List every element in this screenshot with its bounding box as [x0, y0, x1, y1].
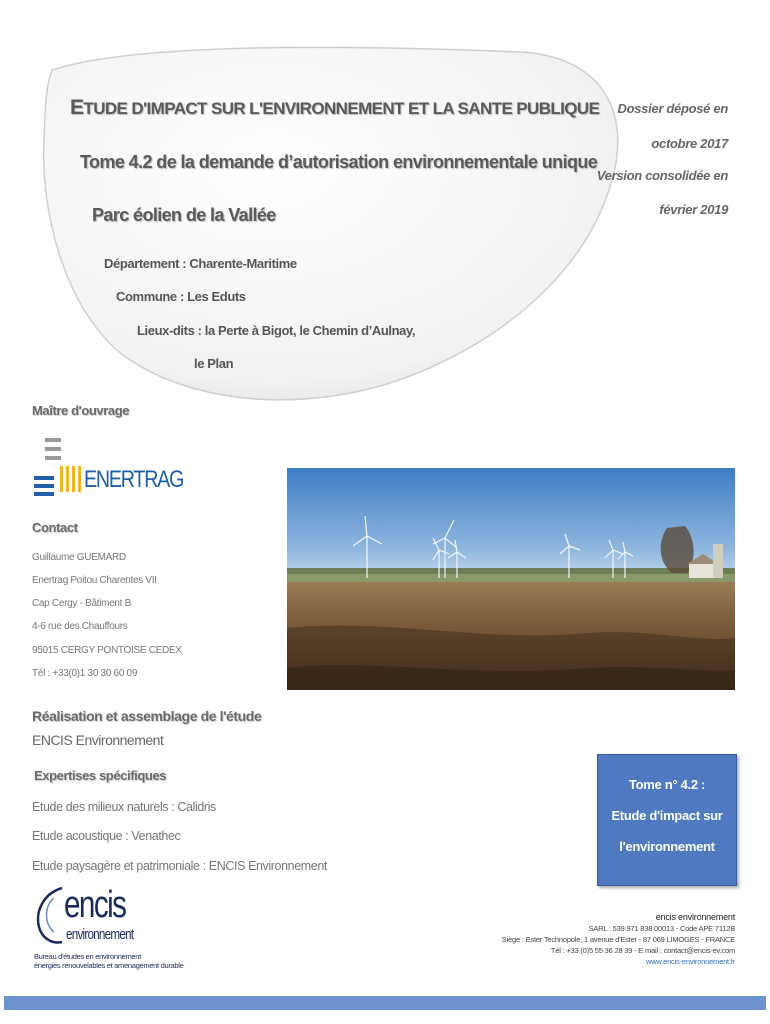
wind-farm-landscape: [287, 468, 735, 690]
contact-phone: Tél : +33(0)1 30 30 60 09: [32, 668, 138, 679]
enertrag-bars-icon: [60, 466, 82, 496]
wind-farm-photo: [287, 468, 735, 690]
expertises-heading: Expertises spécifiques: [34, 768, 167, 783]
contact-building: Cap Cergy - Bâtiment B: [32, 598, 131, 609]
lieux-dits-line-2: le Plan: [194, 356, 234, 371]
encis-logo-sub: environnement: [66, 926, 134, 943]
tome-subtitle: Tome 4.2 de la demande d’autorisation environnementale unique: [80, 152, 598, 172]
footer-contact: Tél : +33 (0)5 55 36 28 39 - E mail : contact@encis-ev.com: [550, 946, 735, 955]
dossier-line-3: Version consolidée en: [596, 168, 728, 183]
footer-website[interactable]: www.encis-environnement.fr: [645, 957, 735, 966]
footer-address: Siège : Ester Technopole, 1 avenue d'Ester - 87 069 LIMOGES - FRANCE: [501, 935, 735, 944]
project-name: Parc éolien de la Vallée: [92, 205, 276, 225]
expertise-acoustique: Etude acoustique : Venathec: [32, 829, 181, 843]
dossier-line-1: Dossier déposé en: [617, 101, 728, 116]
expertise-paysagere: Etude paysagère et patrimoniale : ENCIS Environnement: [32, 859, 327, 873]
encis-tagline-1: Bureau d'études en environnement: [34, 952, 141, 961]
tome-box-line-3: l'environnement: [619, 839, 715, 854]
dossier-line-2: octobre 2017: [651, 136, 728, 151]
departement-line: Département : Charente-Maritime: [104, 256, 297, 271]
contact-company: Enertrag Poitou Charentes VII: [32, 575, 157, 586]
dossier-line-4: février 2019: [659, 202, 728, 217]
document-title: [70, 96, 599, 120]
encis-logo: [32, 884, 202, 974]
expertise-naturels: Etude des milieux naturels : Calidris: [32, 800, 216, 814]
bottom-bar: [4, 996, 766, 1010]
maitre-ouvrage-heading: Maître d'ouvrage: [32, 403, 130, 418]
contact-name: Guillaume GUEMARD: [32, 552, 126, 563]
title-initial: E: [70, 96, 84, 119]
encis-tagline-2: énergies renouvelables et aménagement durable: [34, 961, 184, 970]
lieux-dits-line-1: Lieux-dits : la Perte à Bigot, le Chemin d’Aulnay,: [137, 323, 416, 338]
tome-box-line-1: Tome n° 4.2 :: [628, 777, 706, 792]
tome-box: [597, 754, 737, 886]
footer-company: encis environnement: [655, 912, 735, 922]
enertrag-logo: [32, 436, 184, 502]
contact-street: 4-6 rue des Chauffours: [32, 621, 128, 632]
tome-box-line-2: Etude d'impact sur: [611, 808, 723, 823]
footer-sarl: SARL : 539 971 838 00013 - Code APE 7112B: [588, 924, 735, 933]
enertrag-logo-text: ENERTRAG: [84, 466, 184, 493]
encis-logo-word: encis: [64, 884, 126, 926]
contact-heading: Contact: [32, 520, 78, 535]
enertrag-logo-icon: [32, 436, 62, 500]
commune-line: Commune : Les Eduts: [116, 289, 246, 304]
realisation-company: ENCIS Environnement: [32, 732, 164, 748]
contact-city: 95015 CERGY PONTOISE CEDEX: [32, 645, 182, 656]
realisation-heading: Réalisation et assemblage de l'étude: [32, 708, 262, 724]
title-rest: TUDE D'IMPACT SUR L'ENVIRONNEMENT ET LA SANTE PUBLIQUE: [83, 99, 600, 118]
